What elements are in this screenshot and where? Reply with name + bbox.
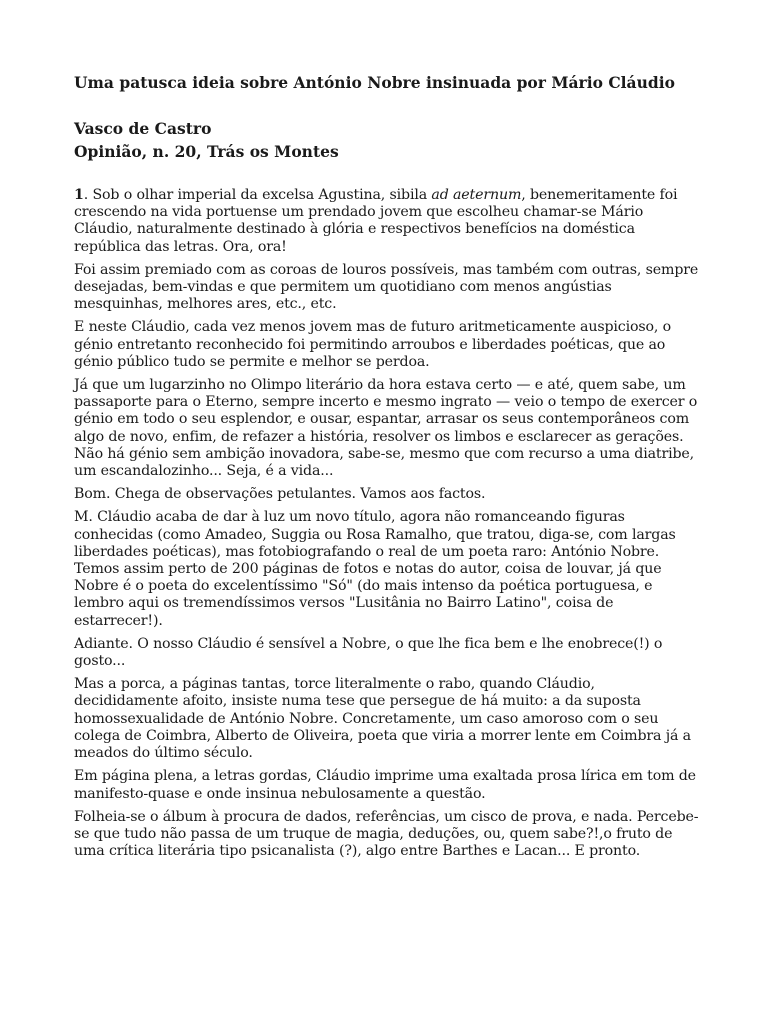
paragraph-8: Mas a porca, a páginas tantas, torce literalmente o rabo, quando Cláudio, decididamente afoito, insiste numa tese que persegue de há muito: a da suposta homossexualidade de António Nobre. Concretamente, um caso amoroso com o seu colega de Coimbra, Alberto de Oliveira, poeta que viria a morrer lente em Coimbra já a meados do último século. bbox=[74, 676, 691, 762]
paragraph-1-text-a: . Sob o olhar imperial da excelsa Agustina, sibila bbox=[83, 187, 432, 203]
author-name: Vasco de Castro bbox=[74, 119, 212, 138]
paragraph-5: Bom. Chega de observações petulantes. Vamos aos factos. bbox=[74, 486, 486, 503]
paragraph-6: M. Cláudio acaba de dar à luz um novo título, agora não romanceando figuras conhecidas (como Amadeo, Suggia ou Rosa Ramalho, que tratou, diga-se, com largas liberdades poéticas), mas fotobiografando o real de um poeta raro: António Nobre. Temos assim perto de 200 páginas de fotos e notas do autor, coisa de louvar, já que Nobre é o poeta do excelentíssimo "Só" (do mais intenso da poética portuguesa, e lembro aqui os tremendíssimos versos "Lusitânia no Bairro Latino", coisa de estarrecer!). bbox=[74, 509, 676, 629]
article-body bbox=[74, 187, 702, 866]
paragraph-1-text-b: , benemeritamente foi crescendo na vida portuense um prendado jovem que escolheu chamar-se Mário Cláudio, naturalmente destinado à glória e respectivos benefícios na doméstica república das letras. Ora, ora! bbox=[74, 187, 678, 255]
paragraph-9: Em página plena, a letras gordas, Cláudio imprime uma exaltada prosa lírica em tom de manifesto-quase e onde insinua nebulosamente a questão. bbox=[74, 768, 696, 802]
paragraph-3: E neste Cláudio, cada vez menos jovem mas de futuro aritmeticamente auspicioso, o génio entretanto reconhecido foi permitindo arroubos e liberdades poéticas, que ao génio público tudo se permite e melhor se perdoa. bbox=[74, 319, 672, 370]
paragraph-7: Adiante. O nosso Cláudio é sensível a Nobre, o que lhe fica bem e lhe enobrece(!) o gosto... bbox=[74, 635, 663, 670]
section-number: 1 bbox=[74, 187, 84, 203]
latin-phrase: ad aeternum bbox=[431, 187, 522, 203]
publication-source: Opinião, n. 20, Trás os Montes bbox=[74, 142, 339, 161]
paragraph-1 bbox=[74, 187, 702, 256]
paragraph-4: Já que um lugarzinho no Olimpo literário da hora estava certo — e até, quem sabe, um passaporte para o Eterno, sempre incerto e mesmo ingrato — veio o tempo de exercer o génio em todo o seu esplendor, e ousar, espantar, arrasar os seus contemporâneos com algo de novo, enfim, de refazer a história, resolver os limbos e esclarecer as gerações. Não há génio sem ambição inovadora, sabe-se, mesmo que com recurso a uma diatribe, um escandalozinho... Seja, é a vida... bbox=[74, 377, 698, 480]
paragraph-2: Foi assim premiado com as coroas de louros possíveis, mas também com outras, sempre desejadas, bem-vindas e que permitem um quotidiano com menos angústias mesquinhas, melhores ares, etc., etc. bbox=[74, 261, 699, 313]
article-title: Uma patusca ideia sobre António Nobre insinuada por Mário Cláudio bbox=[74, 73, 675, 92]
paragraph-10: Folheia-se o álbum à procura de dados, referências, um cisco de prova, e nada. Percebe-se que tudo não passa de um truque de magia, deduções, ou, quem sabe?!,o fruto de uma crítica literária tipo psicanalista (?), algo entre Barthes e Lacan... E pronto. bbox=[74, 808, 699, 860]
